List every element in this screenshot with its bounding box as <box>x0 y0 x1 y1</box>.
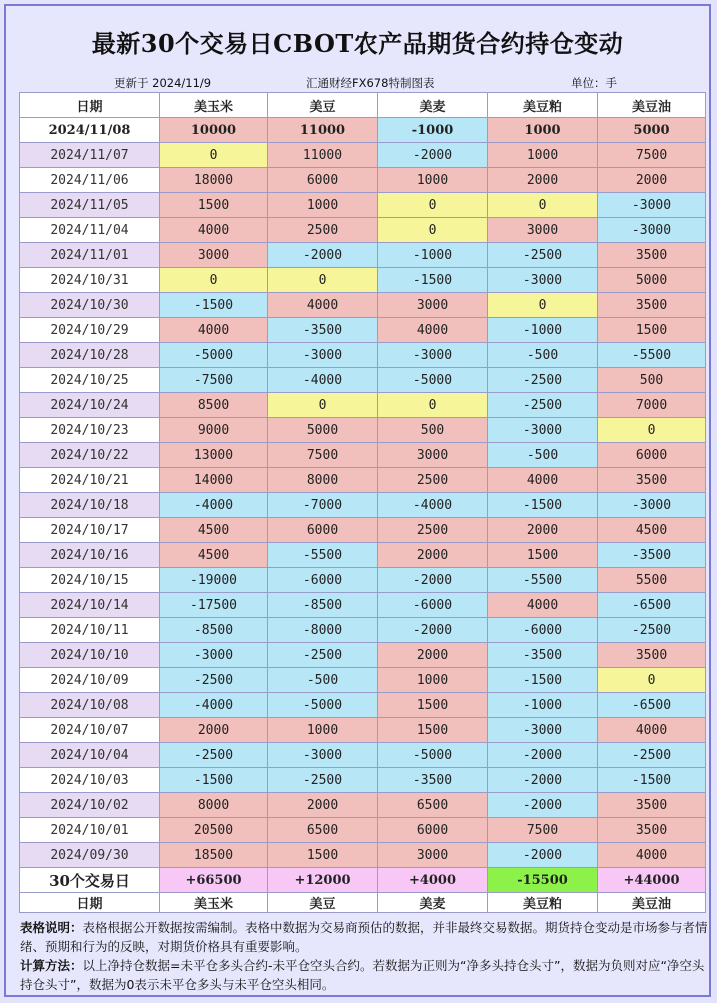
soyoil-cell: 5000 <box>598 268 706 293</box>
soybean-cell: 1000 <box>268 718 378 743</box>
corn-cell: 4000 <box>160 218 268 243</box>
date-cell: 2024/11/08 <box>20 118 160 143</box>
date-cell: 2024/10/21 <box>20 468 160 493</box>
table-description <box>20 918 710 956</box>
corn-cell: 4500 <box>160 543 268 568</box>
col-header-corn: 美玉米 <box>160 93 268 118</box>
soybean-cell: -3000 <box>268 743 378 768</box>
date-cell: 2024/10/18 <box>20 493 160 518</box>
soyoil-cell: 3500 <box>598 643 706 668</box>
wheat-total: +4000 <box>378 868 488 893</box>
table-row <box>20 568 706 593</box>
wheat-cell: 6500 <box>378 793 488 818</box>
soybean-cell: 6000 <box>268 168 378 193</box>
table-row <box>20 518 706 543</box>
soybean-cell: -8000 <box>268 618 378 643</box>
desc-label: 表格说明： <box>20 920 83 935</box>
wheat-cell: 1000 <box>378 168 488 193</box>
date-cell: 2024/09/30 <box>20 843 160 868</box>
table-row <box>20 243 706 268</box>
table-row <box>20 318 706 343</box>
table-row <box>20 843 706 868</box>
soybean-cell: 6000 <box>268 518 378 543</box>
soyoil-cell: 0 <box>598 668 706 693</box>
table-row <box>20 343 706 368</box>
soyoil-cell: -3000 <box>598 218 706 243</box>
desc-text: 表格根据公开数据按需编制。表格中数据为交易商预估的数据，并非最终交易数据。期货持仓变动是市场参与者情绪、预期和行为的反映，对期货价格具有重要影响。 <box>20 920 708 954</box>
soymeal-cell: -3000 <box>488 418 598 443</box>
soymeal-cell: 1000 <box>488 118 598 143</box>
soyoil-cell: -6500 <box>598 693 706 718</box>
soymeal-cell: -5500 <box>488 568 598 593</box>
soyoil-cell: -2500 <box>598 743 706 768</box>
date-cell: 2024/11/04 <box>20 218 160 243</box>
wheat-cell: -4000 <box>378 493 488 518</box>
soybean-cell: -6000 <box>268 568 378 593</box>
table-row <box>20 443 706 468</box>
soybean-cell: 0 <box>268 268 378 293</box>
table-row <box>20 668 706 693</box>
soybean-cell: 6500 <box>268 818 378 843</box>
soybean-cell: -5000 <box>268 693 378 718</box>
soymeal-cell: 4000 <box>488 468 598 493</box>
soymeal-cell: 0 <box>488 193 598 218</box>
corn-cell: 8000 <box>160 793 268 818</box>
soybean-cell: 4000 <box>268 293 378 318</box>
table-row <box>20 818 706 843</box>
calc-label: 计算方法： <box>20 958 83 973</box>
soyoil-cell: 3500 <box>598 293 706 318</box>
soymeal-cell: 1500 <box>488 543 598 568</box>
soybean-total: +12000 <box>268 868 378 893</box>
wheat-cell: 2000 <box>378 543 488 568</box>
date-cell: 2024/10/02 <box>20 793 160 818</box>
soymeal-cell: -2500 <box>488 243 598 268</box>
corn-cell: 18500 <box>160 843 268 868</box>
soybean-cell: 2000 <box>268 793 378 818</box>
corn-total: +66500 <box>160 868 268 893</box>
wheat-cell: -5000 <box>378 743 488 768</box>
soybean-cell: -2500 <box>268 768 378 793</box>
soyoil-cell: 3500 <box>598 818 706 843</box>
wheat-cell: 1000 <box>378 668 488 693</box>
soyoil-cell: 3500 <box>598 793 706 818</box>
corn-cell: 9000 <box>160 418 268 443</box>
wheat-cell: -3000 <box>378 343 488 368</box>
soymeal-cell: -500 <box>488 343 598 368</box>
wheat-cell: 2500 <box>378 518 488 543</box>
footer-col-soyoil: 美豆油 <box>598 893 706 913</box>
table-row <box>20 393 706 418</box>
wheat-cell: 4000 <box>378 318 488 343</box>
date-cell: 2024/10/15 <box>20 568 160 593</box>
table-row <box>20 418 706 443</box>
footer-col-soybean: 美豆 <box>268 893 378 913</box>
corn-cell: 1500 <box>160 193 268 218</box>
date-cell: 2024/10/28 <box>20 343 160 368</box>
date-cell: 2024/10/23 <box>20 418 160 443</box>
table-row <box>20 293 706 318</box>
wheat-cell: 3000 <box>378 443 488 468</box>
soyoil-cell: -6500 <box>598 593 706 618</box>
footer-col-corn: 美玉米 <box>160 893 268 913</box>
soymeal-cell: 4000 <box>488 593 598 618</box>
soymeal-cell: 2000 <box>488 518 598 543</box>
unit-label: 单位：手 <box>571 76 617 90</box>
soyoil-cell: 5000 <box>598 118 706 143</box>
date-cell: 2024/10/25 <box>20 368 160 393</box>
soyoil-cell: 2000 <box>598 168 706 193</box>
date-cell: 2024/10/11 <box>20 618 160 643</box>
date-cell: 2024/10/10 <box>20 643 160 668</box>
wheat-cell: 1500 <box>378 693 488 718</box>
soymeal-cell: 0 <box>488 293 598 318</box>
table-row <box>20 593 706 618</box>
soyoil-cell: 7000 <box>598 393 706 418</box>
soymeal-cell: -3000 <box>488 718 598 743</box>
wheat-cell: -1500 <box>378 268 488 293</box>
soybean-cell: -3000 <box>268 343 378 368</box>
wheat-cell: 0 <box>378 218 488 243</box>
wheat-cell: -2000 <box>378 568 488 593</box>
date-cell: 2024/10/07 <box>20 718 160 743</box>
corn-cell: 10000 <box>160 118 268 143</box>
corn-cell: -1500 <box>160 293 268 318</box>
soymeal-cell: -2000 <box>488 743 598 768</box>
soyoil-cell: -1500 <box>598 768 706 793</box>
date-cell: 2024/11/07 <box>20 143 160 168</box>
wheat-cell: -2000 <box>378 618 488 643</box>
corn-cell: 18000 <box>160 168 268 193</box>
soybean-cell: -8500 <box>268 593 378 618</box>
date-cell: 2024/11/06 <box>20 168 160 193</box>
soyoil-cell: 500 <box>598 368 706 393</box>
date-cell: 2024/10/14 <box>20 593 160 618</box>
corn-cell: 3000 <box>160 243 268 268</box>
soybean-cell: 11000 <box>268 143 378 168</box>
soybean-cell: -3500 <box>268 318 378 343</box>
wheat-cell: 2000 <box>378 643 488 668</box>
table-row <box>20 193 706 218</box>
notes <box>20 918 710 994</box>
soyoil-cell: -3500 <box>598 543 706 568</box>
calc-text: 以上净持仓数据=未平仓多头合约-未平仓空头合约。若数据为正则为“净多头持仓头寸”，数据为负则对应“净空头持仓头寸”，数据为0表示未平仓多头与未平仓空头相同。 <box>20 958 705 992</box>
header-row <box>20 93 706 118</box>
corn-cell: 4500 <box>160 518 268 543</box>
soyoil-cell: 4000 <box>598 718 706 743</box>
date-cell: 2024/10/24 <box>20 393 160 418</box>
soybean-cell: 2500 <box>268 218 378 243</box>
soybean-cell: 5000 <box>268 418 378 443</box>
corn-cell: 20500 <box>160 818 268 843</box>
date-cell: 2024/10/31 <box>20 268 160 293</box>
soyoil-cell: 0 <box>598 418 706 443</box>
soybean-cell: -7000 <box>268 493 378 518</box>
col-header-wheat: 美麦 <box>378 93 488 118</box>
wheat-cell: 500 <box>378 418 488 443</box>
soybean-cell: 1000 <box>268 193 378 218</box>
soymeal-cell: 3000 <box>488 218 598 243</box>
soyoil-cell: 6000 <box>598 443 706 468</box>
wheat-cell: 2500 <box>378 468 488 493</box>
table-row <box>20 543 706 568</box>
wheat-cell: -3500 <box>378 768 488 793</box>
update-date: 更新于 2024/11/9 <box>114 76 212 90</box>
soymeal-cell: -1000 <box>488 318 598 343</box>
table-row <box>20 143 706 168</box>
corn-cell: -1500 <box>160 768 268 793</box>
table-row <box>20 718 706 743</box>
page-frame <box>4 4 711 997</box>
corn-cell: -3000 <box>160 643 268 668</box>
soymeal-total: -15500 <box>488 868 598 893</box>
source-label: 汇通财经FX678特制图表 <box>306 76 435 90</box>
position-table <box>19 92 706 913</box>
table-row <box>20 618 706 643</box>
date-cell: 2024/10/30 <box>20 293 160 318</box>
table-row <box>20 168 706 193</box>
wheat-cell: 0 <box>378 193 488 218</box>
wheat-cell: -1000 <box>378 118 488 143</box>
soymeal-cell: 7500 <box>488 818 598 843</box>
date-cell: 2024/10/16 <box>20 543 160 568</box>
table-row <box>20 468 706 493</box>
corn-cell: 4000 <box>160 318 268 343</box>
corn-cell: -8500 <box>160 618 268 643</box>
date-cell: 2024/11/05 <box>20 193 160 218</box>
footer-col-soymeal: 美豆粕 <box>488 893 598 913</box>
soymeal-cell: -1000 <box>488 693 598 718</box>
wheat-cell: 6000 <box>378 818 488 843</box>
footer-col-date: 日期 <box>20 893 160 913</box>
corn-cell: -19000 <box>160 568 268 593</box>
date-cell: 2024/10/17 <box>20 518 160 543</box>
calculation-method <box>20 956 710 994</box>
col-header-soyoil: 美豆油 <box>598 93 706 118</box>
corn-cell: -5000 <box>160 343 268 368</box>
total-label: 30个交易日 <box>20 868 160 893</box>
soybean-cell: -4000 <box>268 368 378 393</box>
soymeal-cell: -2000 <box>488 843 598 868</box>
soybean-cell: 11000 <box>268 118 378 143</box>
soyoil-cell: 3500 <box>598 243 706 268</box>
date-cell: 2024/10/22 <box>20 443 160 468</box>
soymeal-cell: -500 <box>488 443 598 468</box>
soymeal-cell: -2500 <box>488 368 598 393</box>
soymeal-cell: -6000 <box>488 618 598 643</box>
col-header-soymeal: 美豆粕 <box>488 93 598 118</box>
soymeal-cell: 2000 <box>488 168 598 193</box>
page-title: 最新30个交易日CBOT农产品期货合约持仓变动 <box>91 29 624 58</box>
table-row <box>20 793 706 818</box>
table-row <box>20 218 706 243</box>
wheat-cell: 1500 <box>378 718 488 743</box>
soymeal-cell: -1500 <box>488 668 598 693</box>
soyoil-total: +44000 <box>598 868 706 893</box>
corn-cell: -17500 <box>160 593 268 618</box>
corn-cell: 8500 <box>160 393 268 418</box>
corn-cell: 0 <box>160 268 268 293</box>
soyoil-cell: -5500 <box>598 343 706 368</box>
date-cell: 2024/11/01 <box>20 243 160 268</box>
date-cell: 2024/10/04 <box>20 743 160 768</box>
soymeal-cell: 1000 <box>488 143 598 168</box>
soybean-cell: -2000 <box>268 243 378 268</box>
soymeal-cell: -2000 <box>488 793 598 818</box>
table-row <box>20 693 706 718</box>
soymeal-cell: -3500 <box>488 643 598 668</box>
soyoil-cell: 3500 <box>598 468 706 493</box>
footer-header-row <box>20 893 706 913</box>
table-row <box>20 768 706 793</box>
date-cell: 2024/10/03 <box>20 768 160 793</box>
soyoil-cell: 7500 <box>598 143 706 168</box>
corn-cell: 0 <box>160 143 268 168</box>
soyoil-cell: 1500 <box>598 318 706 343</box>
col-header-date: 日期 <box>20 93 160 118</box>
soymeal-cell: -3000 <box>488 268 598 293</box>
corn-cell: 13000 <box>160 443 268 468</box>
soyoil-cell: 5500 <box>598 568 706 593</box>
total-row <box>20 868 706 893</box>
corn-cell: 14000 <box>160 468 268 493</box>
table-row <box>20 368 706 393</box>
soybean-cell: 0 <box>268 393 378 418</box>
footer-col-wheat: 美麦 <box>378 893 488 913</box>
soybean-cell: -2500 <box>268 643 378 668</box>
latest-row <box>20 118 706 143</box>
wheat-cell: -5000 <box>378 368 488 393</box>
table-row <box>20 268 706 293</box>
soyoil-cell: -2500 <box>598 618 706 643</box>
corn-cell: -7500 <box>160 368 268 393</box>
soyoil-cell: -3000 <box>598 193 706 218</box>
col-header-soybean: 美豆 <box>268 93 378 118</box>
soybean-cell: 7500 <box>268 443 378 468</box>
wheat-cell: -2000 <box>378 143 488 168</box>
soymeal-cell: -2500 <box>488 393 598 418</box>
date-cell: 2024/10/01 <box>20 818 160 843</box>
soybean-cell: 8000 <box>268 468 378 493</box>
date-cell: 2024/10/09 <box>20 668 160 693</box>
date-cell: 2024/10/08 <box>20 693 160 718</box>
date-cell: 2024/10/29 <box>20 318 160 343</box>
soybean-cell: -500 <box>268 668 378 693</box>
corn-cell: -4000 <box>160 493 268 518</box>
corn-cell: 2000 <box>160 718 268 743</box>
wheat-cell: -1000 <box>378 243 488 268</box>
soybean-cell: 1500 <box>268 843 378 868</box>
corn-cell: -2500 <box>160 668 268 693</box>
wheat-cell: 3000 <box>378 843 488 868</box>
table-row <box>20 643 706 668</box>
table-row <box>20 743 706 768</box>
wheat-cell: 3000 <box>378 293 488 318</box>
corn-cell: -2500 <box>160 743 268 768</box>
soymeal-cell: -2000 <box>488 768 598 793</box>
corn-cell: -4000 <box>160 693 268 718</box>
soybean-cell: -5500 <box>268 543 378 568</box>
wheat-cell: 0 <box>378 393 488 418</box>
table-row <box>20 493 706 518</box>
wheat-cell: -6000 <box>378 593 488 618</box>
soymeal-cell: -1500 <box>488 493 598 518</box>
soyoil-cell: 4000 <box>598 843 706 868</box>
soyoil-cell: 4500 <box>598 518 706 543</box>
soyoil-cell: -3000 <box>598 493 706 518</box>
